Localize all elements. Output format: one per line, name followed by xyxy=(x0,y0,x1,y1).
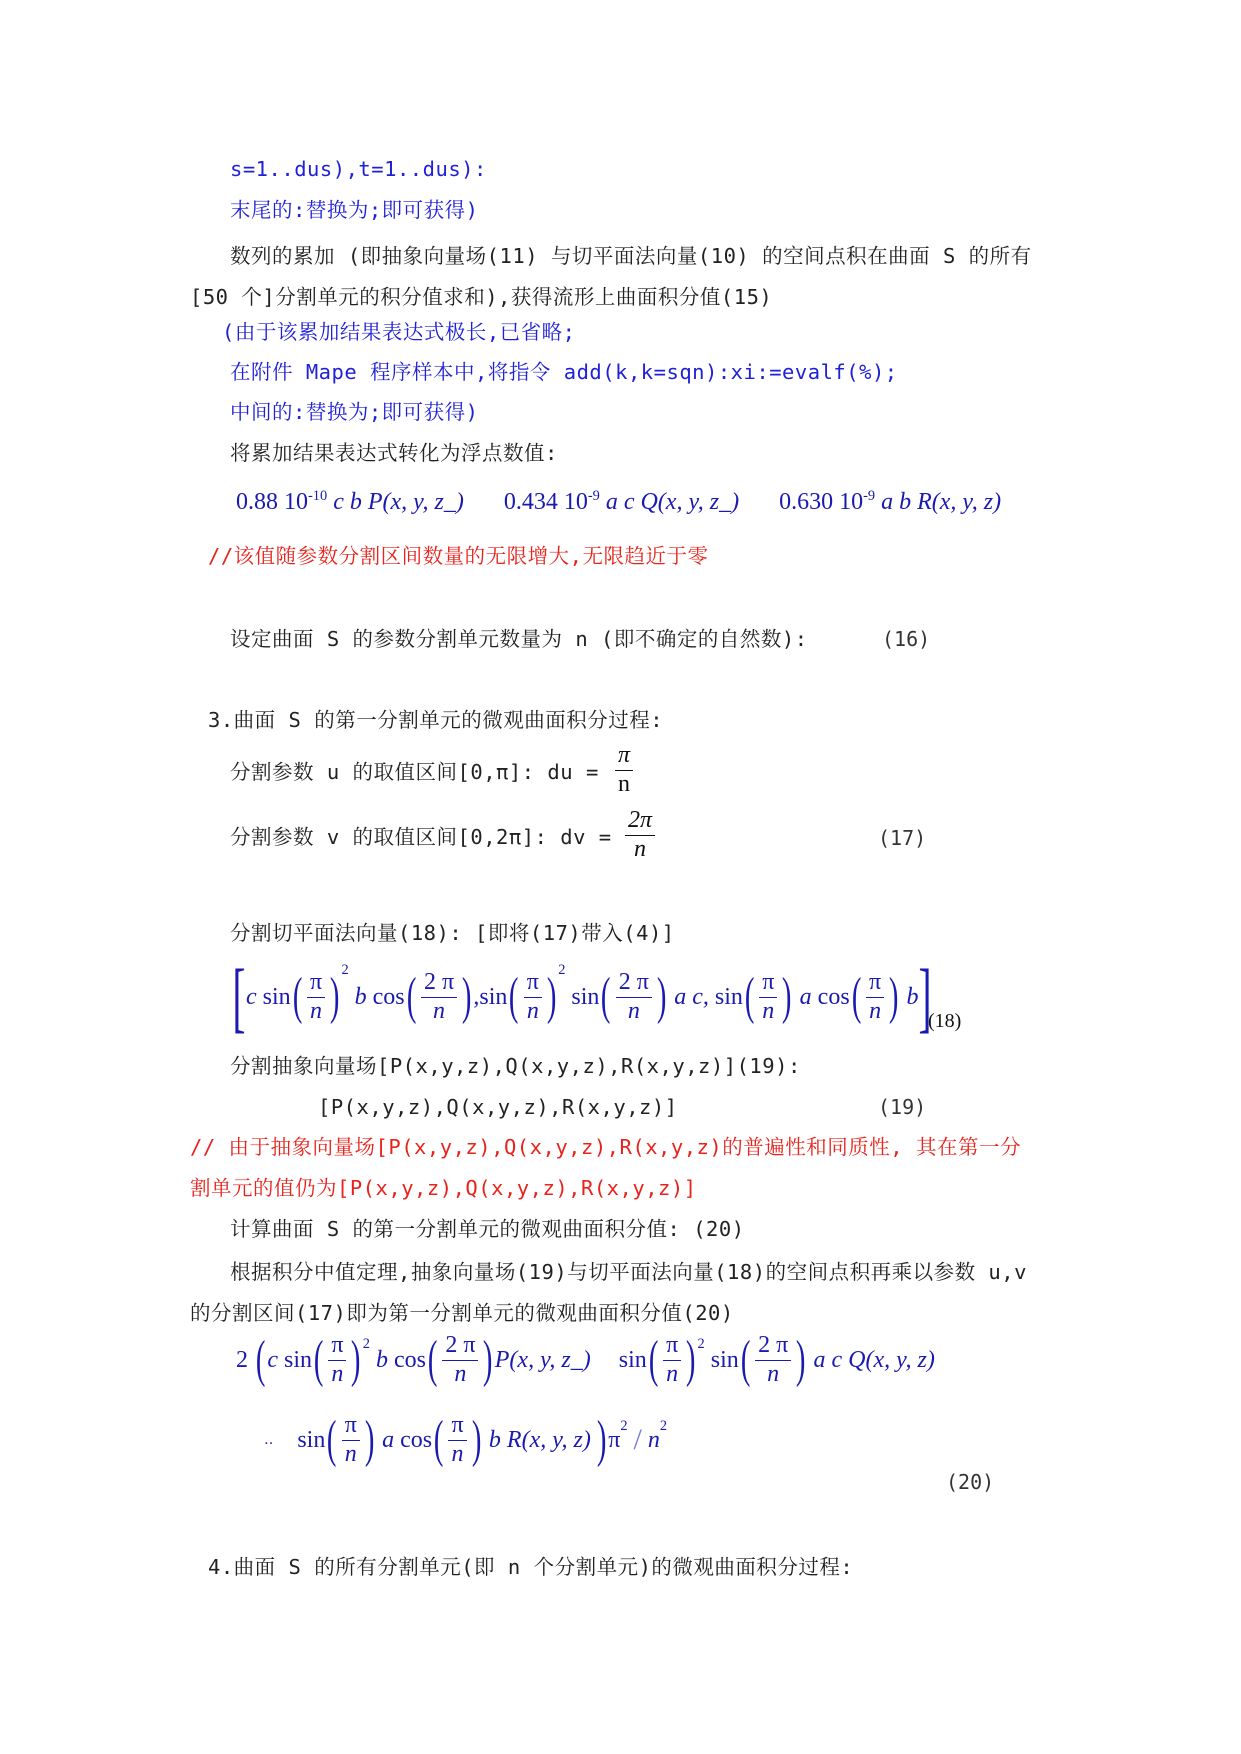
term-2-exp: -9 xyxy=(587,488,600,504)
cos: cos xyxy=(400,1426,433,1453)
frac-den: n xyxy=(454,1360,467,1387)
comment-line: //该值随参数分割区间数量的无限增大,无限趋近于零 xyxy=(208,544,709,568)
sin: sin xyxy=(283,1346,312,1373)
code-note: 末尾的:替换为;即可获得) xyxy=(230,198,479,222)
var-b: b xyxy=(906,983,919,1010)
sin: sin xyxy=(710,1346,739,1373)
term-2-rest: a c Q(x, y, z_) xyxy=(605,489,740,515)
frac-num: 2 π xyxy=(616,969,652,998)
frac-den: n xyxy=(451,1440,464,1467)
equation-number: (20) xyxy=(946,1470,995,1494)
var-a: a xyxy=(799,983,812,1010)
dv-label: 分割参数 v 的取值区间[0,2π]: dv = xyxy=(230,825,612,849)
section-heading: 4.曲面 S 的所有分割单元(即 n 个分割单元)的微观曲面积分过程: xyxy=(208,1555,854,1579)
term-3-exp: -9 xyxy=(863,488,876,504)
R-term: b R(x, y, z) xyxy=(488,1426,591,1453)
var-c: c xyxy=(245,983,257,1010)
left-bracket: [ xyxy=(232,953,246,1040)
square: 2 xyxy=(362,1336,370,1352)
dv-denominator: n xyxy=(634,835,647,862)
sin: sin xyxy=(714,983,743,1010)
frac-den: n xyxy=(767,1360,780,1387)
frac-num: 2 π xyxy=(755,1332,791,1361)
text-line: 将累加结果表达式转化为浮点数值: xyxy=(230,441,558,465)
square: 2 xyxy=(697,1336,705,1352)
cos: cos xyxy=(372,983,405,1010)
dv-numerator: 2π xyxy=(625,807,655,836)
section-heading: 3.曲面 S 的第一分割单元的微观曲面积分过程: xyxy=(208,708,664,732)
frac-num: π xyxy=(524,969,542,998)
comment-line: 割单元的值仍为[P(x,y,z),Q(x,y,z),R(x,y,z)] xyxy=(190,1176,697,1200)
continuation-mark: ‥ xyxy=(264,1432,274,1448)
right-bracket: ] xyxy=(918,953,932,1040)
frac-num: π xyxy=(448,1412,466,1441)
sin: sin xyxy=(479,983,508,1010)
term-1-coef: 0.88 10 xyxy=(236,489,308,515)
du-numerator: π xyxy=(615,742,633,771)
term-2-coef: 0.434 10 xyxy=(503,489,588,515)
frac-num: π xyxy=(663,1332,681,1361)
code-note: 中间的:替换为;即可获得) xyxy=(230,400,479,424)
sin: sin xyxy=(262,983,291,1010)
text-line: 设定曲面 S 的参数分割单元数量为 n (即不确定的自然数): xyxy=(230,627,808,651)
dv-fraction xyxy=(622,807,658,863)
du-fraction xyxy=(612,742,636,798)
sin: sin xyxy=(297,1426,326,1453)
frac-num: 2 π xyxy=(421,969,457,998)
n-denominator: n xyxy=(647,1426,660,1453)
term-3-rest: a b R(x, y, z) xyxy=(881,489,1002,515)
frac-den: n xyxy=(762,997,775,1024)
frac-den: n xyxy=(666,1360,679,1387)
term-1-rest: c b P(x, y, z_) xyxy=(333,489,464,515)
text-line: 分割切平面法向量(18): [即将(17)带入(4)] xyxy=(230,921,675,945)
du-label: 分割参数 u 的取值区间[0,π]: du = xyxy=(230,760,599,784)
var-c: c xyxy=(267,1346,278,1373)
cos: cos xyxy=(817,983,850,1010)
term-1-exp: -10 xyxy=(308,488,328,504)
du-denominator: n xyxy=(618,770,631,797)
frac-den: n xyxy=(627,997,640,1024)
frac-num: π xyxy=(342,1412,360,1441)
var-b: b xyxy=(354,983,367,1010)
var-ac: a c, xyxy=(674,983,709,1010)
division-slash: / xyxy=(633,1423,642,1457)
frac-num: π xyxy=(866,969,884,998)
text-line: 分割抽象向量场[P(x,y,z),Q(x,y,z),R(x,y,z)](19): xyxy=(230,1054,801,1078)
text-line: 计算曲面 S 的第一分割单元的微观曲面积分值: (20) xyxy=(230,1217,745,1241)
normal-vector-math: [ c sin ( $\frac{\pi}{n}$ ) $^2$ b cos ( $\frac{2 \pi}{n}$ ) , sin ( $\frac{\pi}{n}$ ) $^2$ sin ( $\frac{2 \pi}{n}$ ) a c, sin ( $\frac{\pi}{n}$ ) a cos ( $\frac{\pi}{n}$ ) b ] xyxy=(232,953,932,1040)
equation-number: (17) xyxy=(878,826,927,850)
float-result-math xyxy=(236,488,1001,516)
frac-den: n xyxy=(331,1360,344,1387)
sin: sin xyxy=(618,1346,647,1373)
equation-number: (18) xyxy=(928,1010,962,1032)
code-note: 在附件 Mape 程序样本中,将指令 add(k,k=sqn):xi:=evalf(%); xyxy=(230,360,898,384)
equation-number: (16) xyxy=(882,627,931,651)
pi-tail: π xyxy=(608,1426,621,1453)
integral-value-math-line1: 2 ( c sin ( $\frac{\pi}{n}$ ) $^2$ b cos ( $\frac{2 \pi}{n}$ ) P(x, y, z_) sin ( $\frac{\pi}{n}$ ) $^2$ sin ( $\frac{2 \pi}{n}$ ) a c Q(x, y, z) xyxy=(236,1331,935,1389)
code-line: s=1..dus),t=1..dus): xyxy=(230,157,487,181)
comment-line: // 由于抽象向量场[P(x,y,z),Q(x,y,z),R(x,y,z)的普遍性和同质性, 其在第一分 xyxy=(190,1135,1021,1159)
n-exp: 2 xyxy=(659,1418,668,1434)
comma: , xyxy=(473,983,480,1010)
Q-term: a c Q(x, y, z) xyxy=(813,1346,935,1373)
paragraph-mean-value: 根据积分中值定理,抽象向量场(19)与切平面法向量(18)的空间点积再乘以参数 u,v 的分割区间(17)即为第一分割单元的微观曲面积分值(20) xyxy=(190,1260,1027,1325)
term-3-coef: 0.630 10 xyxy=(779,489,864,515)
cos: cos xyxy=(393,1346,426,1373)
square: 2 xyxy=(558,962,566,978)
var-b: b xyxy=(375,1346,388,1373)
equation-number: (19) xyxy=(878,1095,927,1119)
var-a: a xyxy=(382,1426,395,1453)
lead-coef: 2 xyxy=(236,1346,248,1373)
vector-field-line: [P(x,y,z),Q(x,y,z),R(x,y,z)] xyxy=(318,1095,678,1119)
frac-den: n xyxy=(433,997,446,1024)
frac-num: π xyxy=(307,969,325,998)
square: 2 xyxy=(341,962,349,978)
frac-den: n xyxy=(310,997,323,1024)
frac-den: n xyxy=(344,1440,357,1467)
sin: sin xyxy=(571,983,600,1010)
frac-den: n xyxy=(526,997,539,1024)
P-term: P(x, y, z_) xyxy=(494,1346,591,1373)
frac-num: π xyxy=(328,1332,346,1361)
paragraph-accumulate: 数列的累加 (即抽象向量场(11) 与切平面法向量(10) 的空间点积在曲面 S 的所有[50 个]分割单元的积分值求和),获得流形上曲面积分值(15) xyxy=(190,244,1032,309)
pi-exp: 2 xyxy=(620,1418,628,1434)
integral-value-math-line2: ‥ sin ( $\frac{\pi}{n}$ ) a cos ( $\frac{\pi}{n}$ ) b R(x, y, z) ) π $^2$ / n $^2$ xyxy=(264,1411,668,1469)
frac-num: 2 π xyxy=(442,1332,478,1361)
code-note: (由于该累加结果表达式极长,已省略; xyxy=(222,320,576,344)
frac-num: π xyxy=(759,969,777,998)
frac-den: n xyxy=(869,997,882,1024)
